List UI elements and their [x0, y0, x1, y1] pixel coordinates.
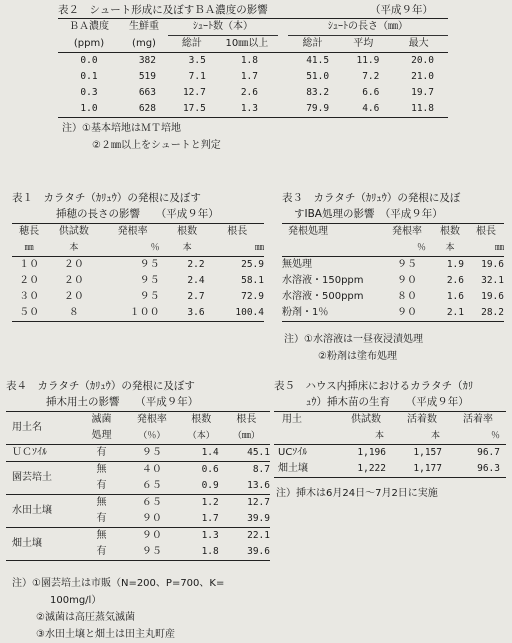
table2-h-max: 最大 — [408, 38, 429, 49]
table5-note: 注）挿木は6月24日～7月2日に実施 — [276, 488, 438, 499]
table3-h-rootlen: 根長 — [476, 226, 496, 237]
table2-caption — [58, 4, 448, 17]
table2-year: （平成９年） — [370, 4, 433, 16]
table3-block — [282, 192, 504, 362]
table4-block — [6, 380, 270, 640]
table1: 穂長 供試数 発根率 根数 根長 ㎜ 本 ％ 本 ㎜ １０ ２０ ９５ 2.2 25.9 ２０ ２０ ９５ 2.4 58.1 ３０ ２０ ９５ 2.7 72.9 ５０ ８ １００ 3.6 100.4 — [12, 223, 264, 322]
table2-h-ba: ＢＡ濃度 — [69, 21, 109, 33]
table4: 用土名 滅菌 発根率 根数 根長 処理 （％） （本） （㎜） ＵＣｿｲﾙ 有 ９５ 1.4 45.1 園芸培土 無 ４０ 0.6 8.7 有 ６５ 0.9 13.6 水田土壌 無 ６５ 1.2 12.7 有 ９０ 1.7 39.9 畑土壌 無 ９０ 1.3 22.1 有 ９５ 1.8 39.6 — [6, 411, 270, 561]
table5: 用土 供試数 活着数 活着率 本 本 ％ UCｿｲﾙ 1,196 1,157 96.7 畑土壌 1,222 1,177 96.3 — [274, 411, 506, 478]
table4-h-count: 根数 — [191, 414, 212, 425]
table5-block — [274, 380, 506, 499]
table-row: 1.0 628 17.5 1.3 79.9 4.6 11.8 — [58, 101, 448, 118]
table1-caption1: 表１ カラタチ（ｶﾘｭｳ）の発根に及ぼす — [12, 192, 201, 204]
table2-h-mg: (mg) — [132, 37, 156, 49]
table3-caption1: 表３ カラタチ（ｶﾘｭｳ）の発根に及ぼ — [282, 192, 461, 204]
table-row: 園芸培土 無 ４０ 0.6 8.7 — [12, 464, 270, 483]
table4-h-soil: 用土名 — [12, 422, 42, 433]
table4-caption1: 表４ カラタチ（ｶﾘｭｳ）の発根に及ぼす — [6, 380, 195, 392]
table2-title: 表２ シュート形成に及ぼすＢＡ濃度の影響 — [58, 4, 268, 16]
table2-h-count: ｼｭｰﾄ数（本） — [168, 19, 278, 36]
table4-h-len: 根長 — [236, 414, 257, 425]
table-row: １０ ２０ ９５ 2.2 25.9 — [19, 259, 264, 270]
table4-note1: 注）①園芸培土は市販（N=200、P=700、K= — [12, 578, 225, 589]
table2-h-10mm: 10㎜以上 — [225, 38, 269, 49]
table1-h-count: 供試数 — [58, 226, 89, 237]
table5-caption2: ｭｳ）挿木苗の生育 （平成９年） — [306, 396, 469, 408]
table-row: 有 ９５ 1.8 39.6 — [6, 544, 270, 561]
table3-caption2: すIBA処理の影響 （平成９年） — [294, 208, 443, 220]
table3-h-roots: 根数 — [440, 226, 460, 237]
table2-h-total2: 総計 — [302, 38, 323, 49]
table3-note2: ②粉剤は塗布処理 — [318, 351, 397, 362]
table-row: 有 ６５ 0.9 13.6 — [6, 478, 270, 495]
table4-caption2: 挿木用土の影響 （平成９年） — [46, 396, 199, 408]
table1-h-roots: 根数 — [177, 226, 198, 237]
table-row: 水溶液・150ppm ９０ 2.6 32.1 — [282, 275, 504, 286]
table-row: ２０ ２０ ９５ 2.4 58.1 — [19, 275, 264, 286]
table-row: 粉剤・1％ ９０ 2.1 28.2 — [282, 305, 504, 322]
table5-h-rate: 活着率 — [463, 414, 493, 425]
table-row: ＵＣｿｲﾙ 有 ９５ 1.4 45.1 — [6, 445, 270, 462]
table1-h-rate: 発根率 — [117, 226, 148, 237]
table5-caption1: 表５ ハウス内挿床におけるカラタチ（ｶﾘ — [274, 380, 474, 392]
table-row: 無処理 ９５ 1.9 19.6 — [282, 259, 504, 270]
table2-h-fw: 生鮮重 — [129, 21, 159, 33]
table-row: 畑土壌 1,222 1,177 96.3 — [274, 461, 506, 478]
table2-h-avg: 平均 — [353, 38, 374, 49]
table2-h-ppm: (ppm) — [73, 37, 105, 49]
table2-note1: 注）①基本培地はＭＴ培地 — [62, 123, 181, 134]
table1-caption2: 挿穂の長さの影響 （平成９年） — [56, 208, 219, 220]
table2-block — [58, 4, 448, 118]
table4-h-rate: 発根率 — [136, 414, 167, 425]
table1-h-rootlen: 根長 — [227, 226, 248, 237]
table-row: 畑土壌 無 ９０ 1.3 22.1 — [12, 530, 270, 549]
table4-note1b: 100mg/l） — [50, 595, 102, 606]
table4-note2: ②滅菌は高圧蒸気滅菌 — [36, 612, 135, 623]
table1-h-length: 穂長 — [19, 226, 40, 237]
table-row: 有 ９０ 1.7 39.9 — [6, 511, 270, 528]
table-row: ３０ ２０ ９５ 2.7 72.9 — [19, 291, 264, 302]
table-row: 水溶液・500ppm ８０ 1.6 19.6 — [282, 291, 504, 302]
table-row: 0.3 663 12.7 2.6 83.2 6.6 19.7 — [80, 87, 434, 98]
table-row: 0.1 519 7.1 1.7 51.0 7.2 21.0 — [80, 71, 434, 82]
table5-h-rooted: 活着数 — [407, 414, 437, 425]
table3: 発根処理 発根率 根数 根長 ％ 本 ㎜ 無処理 ９５ 1.9 19.6 水溶液・150ppm ９０ 2.6 32.1 水溶液・500ppm ８０ 1.6 19.6 粉剤・1％ ９０ 2.1 28.2 — [282, 223, 504, 322]
table-row: UCｿｲﾙ 1,196 1,157 96.7 — [278, 447, 500, 458]
table2-h-len: ｼｭｰﾄの長さ（㎜） — [288, 19, 448, 36]
table2-note2: ②２㎜以上をシュートと判定 — [92, 140, 221, 151]
table3-h-treatment: 発根処理 — [288, 226, 328, 237]
table5-h-soil: 用土 — [282, 414, 302, 425]
table-row: 0.0 382 3.5 1.8 41.5 11.9 20.0 — [80, 55, 434, 66]
table4-note3: ③水田土壌と畑土は田主丸町産 — [36, 629, 175, 640]
table1-block — [12, 192, 264, 322]
table4-h-steril: 滅菌 — [91, 414, 112, 425]
table2 — [58, 18, 448, 118]
table-row: ５０ ８ １００ 3.6 100.4 — [12, 305, 264, 322]
table-row: 水田土壌 無 ６５ 1.2 12.7 — [12, 497, 270, 516]
table3-h-rate: 発根率 — [392, 226, 422, 237]
table5-h-tested: 供試数 — [351, 414, 381, 425]
table3-note1: 注）①水溶液は一昼夜浸漬処理 — [284, 334, 423, 345]
table2-h-total: 総計 — [181, 38, 202, 49]
